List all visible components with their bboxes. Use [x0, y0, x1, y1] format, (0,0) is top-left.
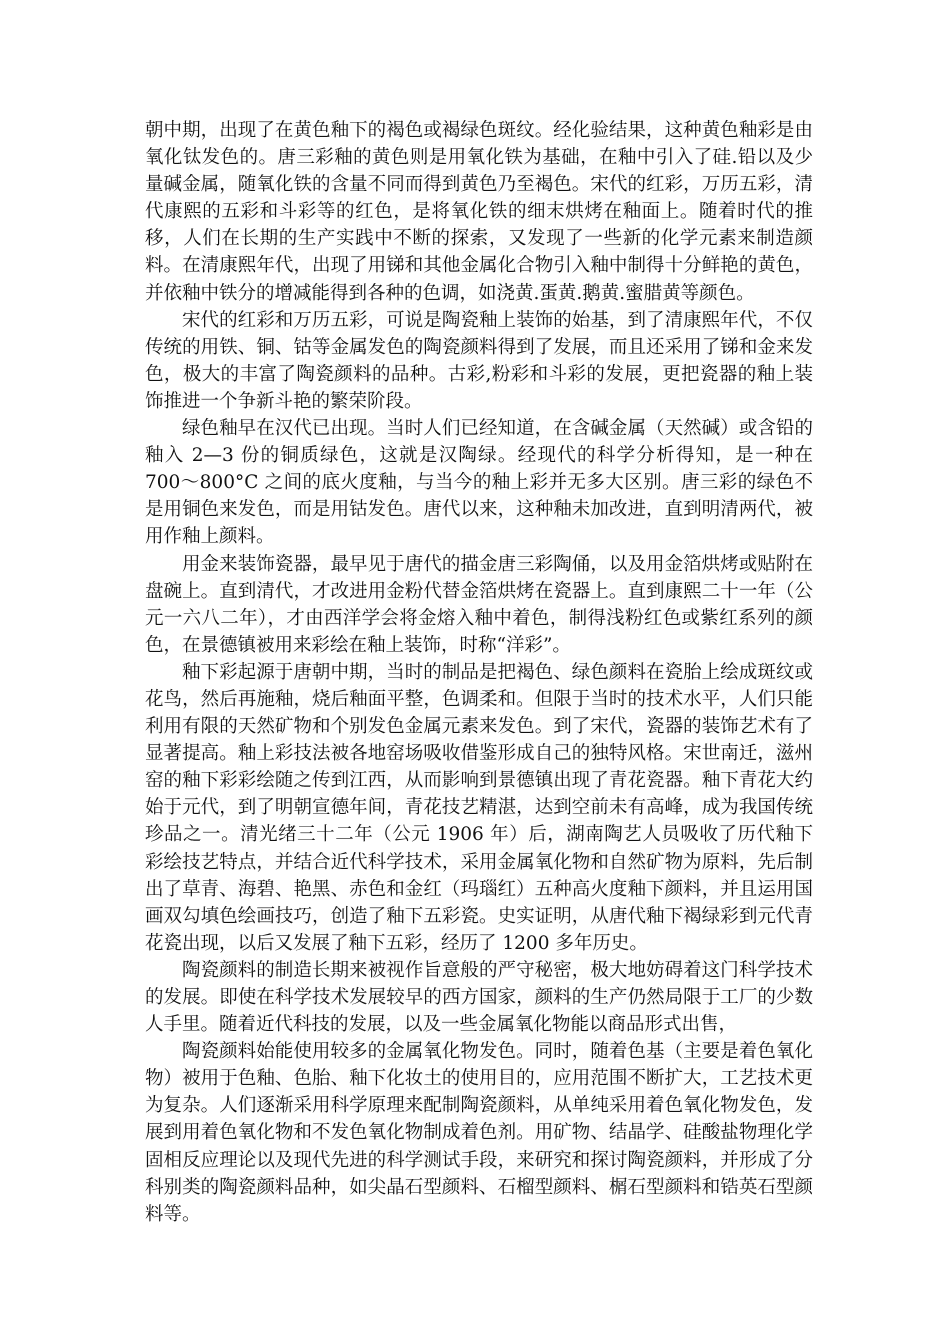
paragraph-2: 宋代的红彩和万历五彩，可说是陶瓷釉上装饰的始基，到了清康熙年代，不仅传统的用铁、铜、钴等金属发色的陶瓷颜料得到了发展，而且还采用了锑和金来发色，极大的丰富了陶瓷颜料的品种。古彩,粉彩和斗彩的发展，更把瓷器的釉上装饰推进一个争新斗艳的繁荣阶段。	[145, 309, 813, 412]
paragraph-7: 陶瓷颜料始能使用较多的金属氧化物发色。同时，随着色基（主要是着色氧化物）被用于色釉、色胎、釉下化妆土的使用目的，应用范围不断扩大，工艺技术更为复杂。人们逐渐采用科学原理来配制陶瓷颜料，从单纯采用着色氧化物发色，发展到用着色氧化物和不发色氧化物制成着色剂。用矿物、结晶学、硅酸盐物理化学固相反应理论以及现代先进的科学测试手段，来研究和探讨陶瓷颜料，并形成了分科别类的陶瓷颜料品种，如尖晶石型颜料、石榴型颜料、榍石型颜料和锆英石型颜料等。	[145, 1041, 813, 1225]
paragraph-4: 用金来装饰瓷器，最早见于唐代的描金唐三彩陶俑，以及用金箔烘烤或贴附在盘碗上。直到清代，才改进用金粉代替金箔烘烤在瓷器上。直到康熙二十一年（公元一六八二年），才由西洋学会将金熔入釉中着色，制得浅粉红色或紫红系列的颜色，在景德镇被用来彩绘在釉上装饰，时称“洋彩”。	[145, 553, 813, 656]
paragraph-3: 绿色釉早在汉代已出现。当时人们已经知道，在含碱金属（天然碱）或含铅的釉入 2—3 份的铜质绿色，这就是汉陶绿。经现代的科学分析得知，是一种在 700～800°C 之间的底火度釉，与当今的釉上彩并无多大区别。唐三彩的绿色不是用铜色来发色，而是用钴发色。唐代以来，这种釉未加改进，直到明清两代，被用作釉上颜料。	[145, 418, 813, 548]
paragraph-5: 釉下彩起源于唐朝中期，当时的制品是把褐色、绿色颜料在瓷胎上绘成斑纹或花鸟，然后再施釉，烧后釉面平整，色调柔和。但限于当时的技术水平，人们只能利用有限的天然矿物和个别发色金属元素来发色。到了宋代，瓷器的装饰艺术有了显著提高。釉上彩技法被各地窑场吸收借鉴形成自己的独特风格。宋世南迁，滋州窑的釉下彩彩绘随之传到江西，从而影响到景德镇出现了青花瓷器。釉下青花大约始于元代，到了明朝宣德年间，青花技艺精湛，达到空前未有高峰，成为我国传统珍品之一。清光绪三十二年（公元 1906 年）后，湖南陶艺人员吸收了历代釉下彩绘技艺特点，并结合近代科学技术，采用金属氧化物和自然矿物为原料，先后制出了草青、海碧、艳黑、赤色和金红（玛瑙红）五种高火度釉下颜料，并且运用国画双勾填色绘画技巧，创造了釉下五彩瓷。史实证明，从唐代釉下褐绿彩到元代青花瓷出现，以后又发展了釉下五彩，经历了 1200 多年历史。	[145, 661, 813, 954]
paragraph-1: 朝中期，出现了在黄色釉下的褐色或褐绿色斑纹。经化验结果，这种黄色釉彩是由氧化钛发色的。唐三彩釉的黄色则是用氧化铁为基础，在釉中引入了硅.铅以及少量碱金属，随氧化铁的含量不同而得到黄色乃至褐色。宋代的红彩，万历五彩，清代康熙的五彩和斗彩等的红色，是将氧化铁的细末烘烤在釉面上。随着时代的推移，人们在长期的生产实践中不断的探索，又发现了一些新的化学元素来制造颜料。在清康熙年代，出现了用锑和其他金属化合物引入釉中制得十分鲜艳的黄色，并依釉中铁分的增减能得到各种的色调，如浇黄.蛋黄.鹅黄.蜜腊黄等颜色。	[145, 120, 813, 304]
paragraph-6: 陶瓷颜料的制造长期来被视作旨意般的严守秘密，极大地妨碍着这门科学技术的发展。即使在科学技术发展较早的西方国家，颜料的生产仍然局限于工厂的少数人手里。随着近代科技的发展，以及一些金属氧化物能以商品形式出售，	[145, 959, 813, 1036]
document-page	[145, 117, 813, 1228]
